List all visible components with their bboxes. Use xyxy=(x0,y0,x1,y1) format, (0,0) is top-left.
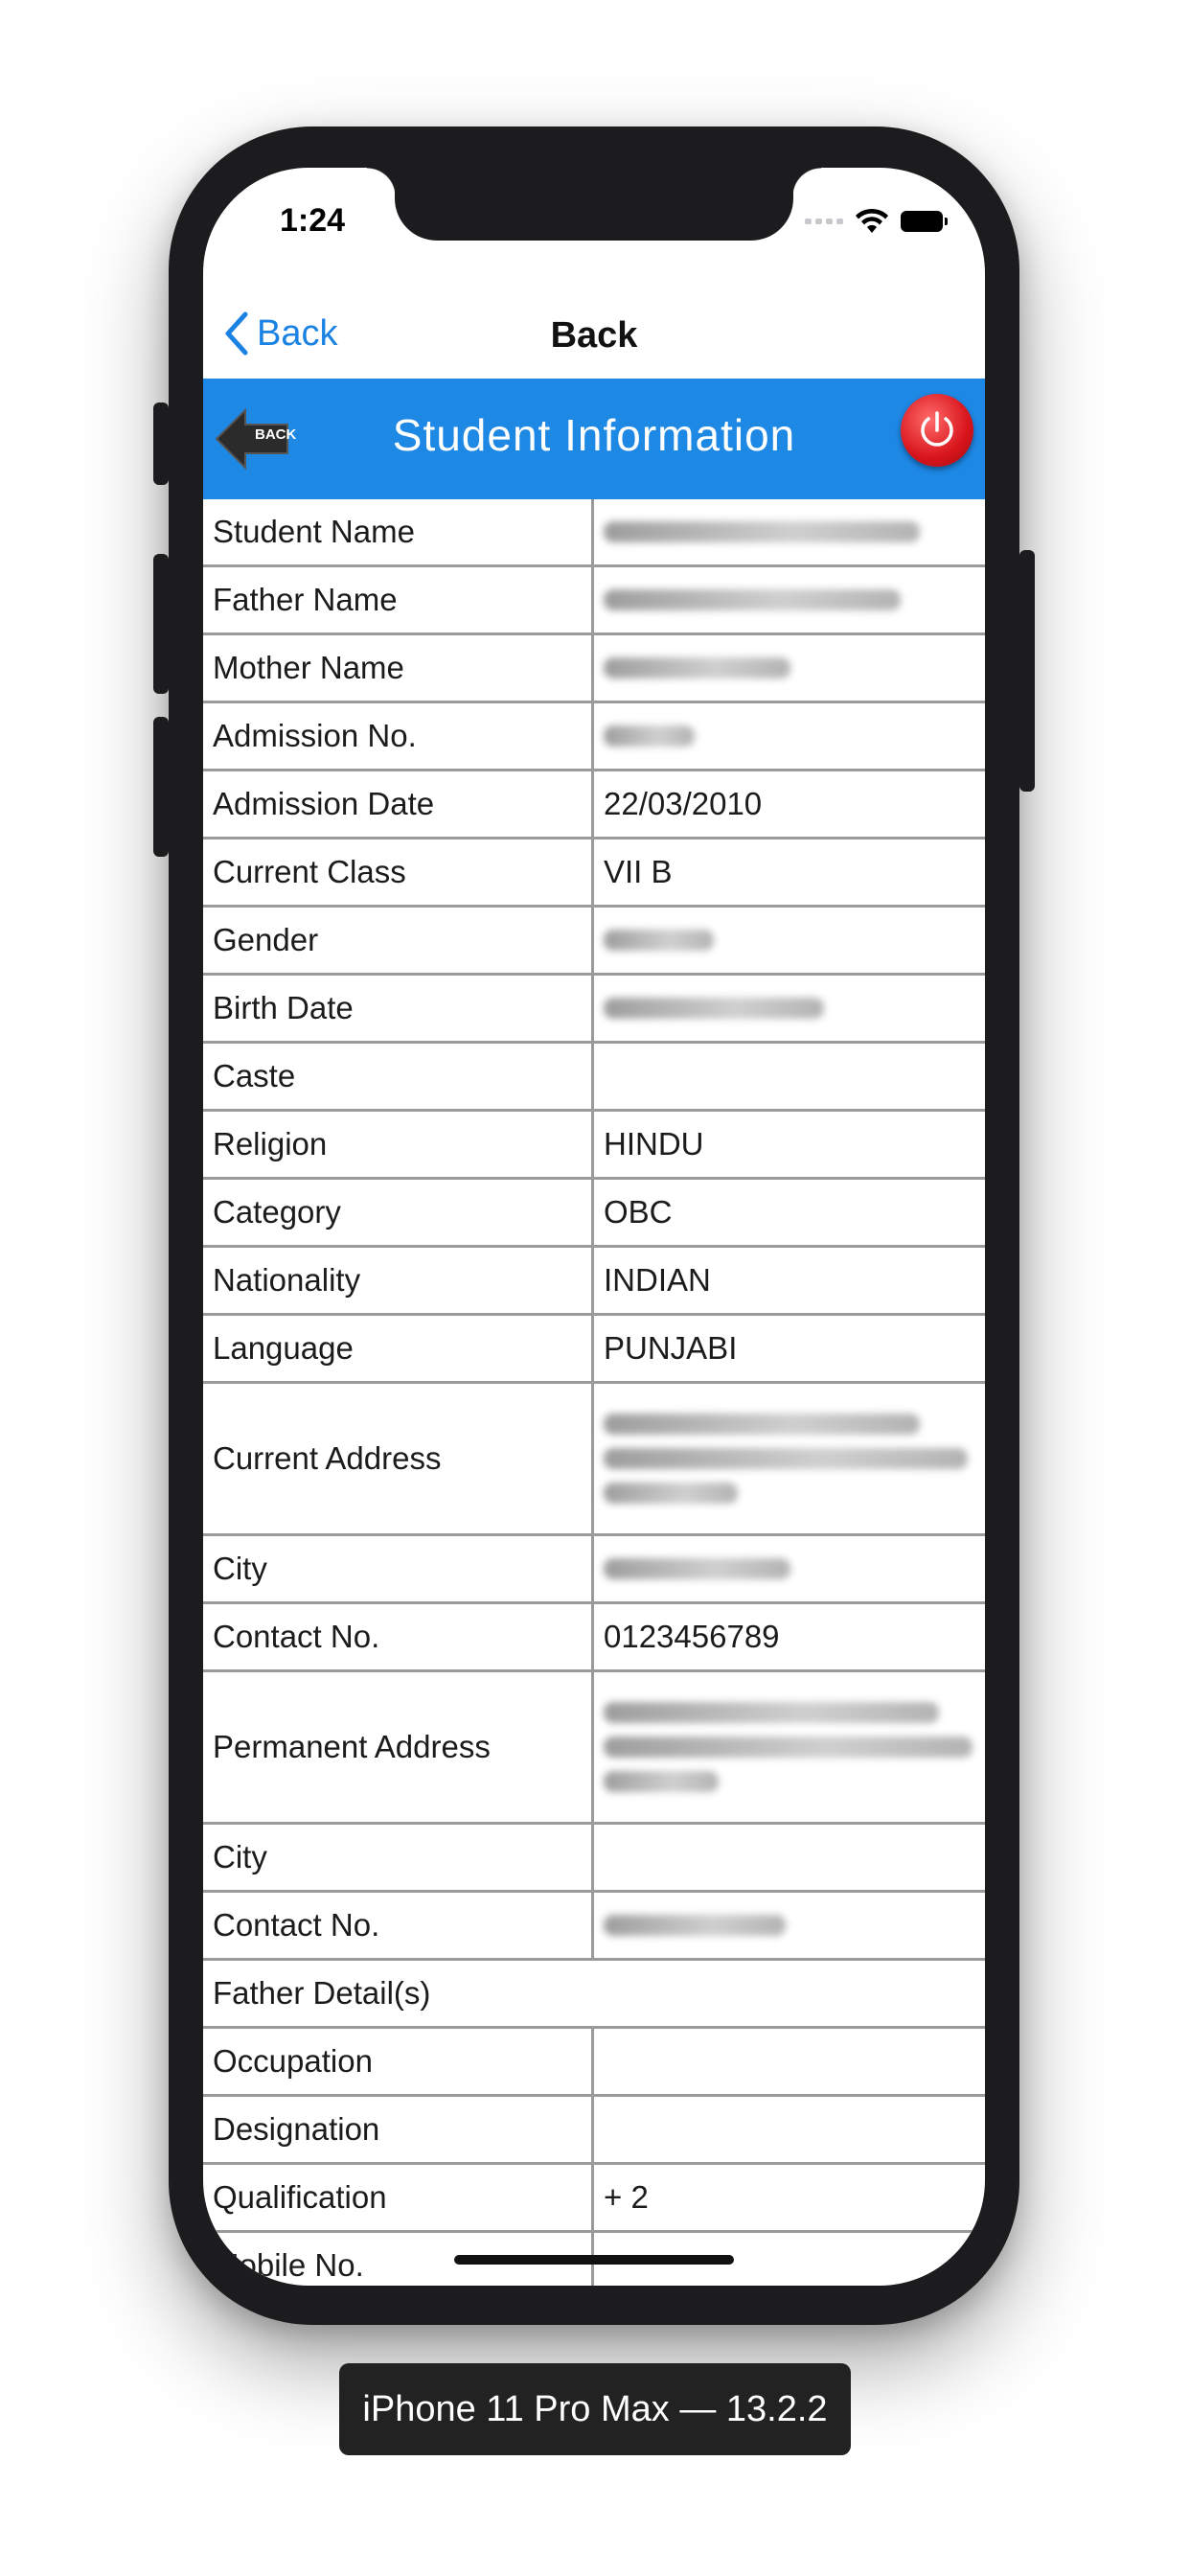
table-row xyxy=(203,1316,985,1384)
table-row xyxy=(203,499,985,567)
row-label: Current Class xyxy=(203,840,594,905)
row-label: Student Name xyxy=(203,499,594,564)
table-row xyxy=(203,1604,985,1672)
row-value xyxy=(594,1044,985,1109)
row-value-redacted xyxy=(594,908,985,973)
status-icons xyxy=(805,208,943,235)
row-value: HINDU xyxy=(604,1126,704,1162)
page-title: Student Information xyxy=(392,410,796,460)
device-label: iPhone 11 Pro Max — 13.2.2 xyxy=(339,2363,851,2455)
row-value-redacted xyxy=(594,1672,985,1822)
row-label: Language xyxy=(203,1316,594,1381)
mute-switch xyxy=(153,402,169,485)
table-row xyxy=(203,908,985,976)
row-value: PUNJABI xyxy=(604,1330,738,1366)
wifi-icon xyxy=(855,208,889,235)
row-value-redacted xyxy=(594,1384,985,1533)
row-value-redacted xyxy=(594,567,985,632)
row-value-redacted xyxy=(594,1536,985,1601)
row-value-redacted xyxy=(594,703,985,769)
row-value-redacted xyxy=(594,976,985,1041)
row-label: City xyxy=(203,1825,594,1890)
volume-down-button xyxy=(153,717,169,857)
nav-back-label: Back xyxy=(257,312,338,354)
table-row xyxy=(203,1893,985,1961)
row-value xyxy=(594,2097,985,2162)
status-time: 1:24 xyxy=(280,202,346,239)
table-section-header xyxy=(203,1961,985,2029)
power-side-button xyxy=(1019,550,1035,792)
row-value: VII B xyxy=(604,854,673,889)
logout-button[interactable] xyxy=(901,394,973,467)
row-label: Qualification xyxy=(203,2165,594,2230)
row-value-redacted xyxy=(594,499,985,564)
row-value xyxy=(594,1825,985,1890)
table-row xyxy=(203,2029,985,2097)
row-label: Permanent Address xyxy=(203,1672,594,1822)
table-row xyxy=(203,567,985,635)
signal-icon xyxy=(805,218,843,224)
app-header xyxy=(203,379,985,499)
row-label: Contact No. xyxy=(203,1893,594,1958)
table-row xyxy=(203,1044,985,1112)
table-row xyxy=(203,1248,985,1316)
device-screen xyxy=(203,168,985,2286)
row-label: Admission Date xyxy=(203,771,594,837)
notch xyxy=(395,168,793,241)
row-label: Current Address xyxy=(203,1384,594,1533)
row-label: Birth Date xyxy=(203,976,594,1041)
row-label: Father Name xyxy=(203,567,594,632)
row-label: Mother Name xyxy=(203,635,594,701)
table-row xyxy=(203,840,985,908)
table-row xyxy=(203,1672,985,1825)
table-row xyxy=(203,1825,985,1893)
table-row xyxy=(203,976,985,1044)
battery-icon xyxy=(901,211,943,232)
student-info-table xyxy=(203,499,985,2286)
table-row xyxy=(203,635,985,703)
home-indicator[interactable] xyxy=(454,2255,734,2265)
row-label: Admission No. xyxy=(203,703,594,769)
row-label: Designation xyxy=(203,2097,594,2162)
row-label: Nationality xyxy=(203,1248,594,1313)
volume-up-button xyxy=(153,554,169,694)
row-label: Religion xyxy=(203,1112,594,1177)
table-row xyxy=(203,1384,985,1536)
table-row xyxy=(203,2165,985,2233)
row-label: City xyxy=(203,1536,594,1601)
table-row xyxy=(203,771,985,840)
row-value: 0123456789 xyxy=(604,1619,780,1654)
row-label: Occupation xyxy=(203,2029,594,2094)
row-value: + 2 xyxy=(604,2179,649,2215)
row-label: Category xyxy=(203,1180,594,1245)
row-value: 22/03/2010 xyxy=(604,786,763,821)
row-value-redacted xyxy=(594,1893,985,1958)
app-back-badge: BACK xyxy=(255,426,297,443)
navigation-bar xyxy=(203,292,985,379)
row-label: Gender xyxy=(203,908,594,973)
row-value: OBC xyxy=(604,1194,673,1230)
row-label: Contact No. xyxy=(203,1604,594,1669)
row-value-redacted xyxy=(594,635,985,701)
nav-title: Back xyxy=(550,315,638,356)
row-label: Caste xyxy=(203,1044,594,1109)
row-value xyxy=(594,2029,985,2094)
row-value: INDIAN xyxy=(604,1262,711,1298)
section-label: Father Detail(s) xyxy=(213,1975,431,2011)
table-row xyxy=(203,703,985,771)
row-label: Mobile No. xyxy=(203,2233,594,2286)
table-row xyxy=(203,1180,985,1248)
table-row xyxy=(203,1112,985,1180)
table-row xyxy=(203,2097,985,2165)
power-icon xyxy=(916,409,958,451)
table-row xyxy=(203,1536,985,1604)
